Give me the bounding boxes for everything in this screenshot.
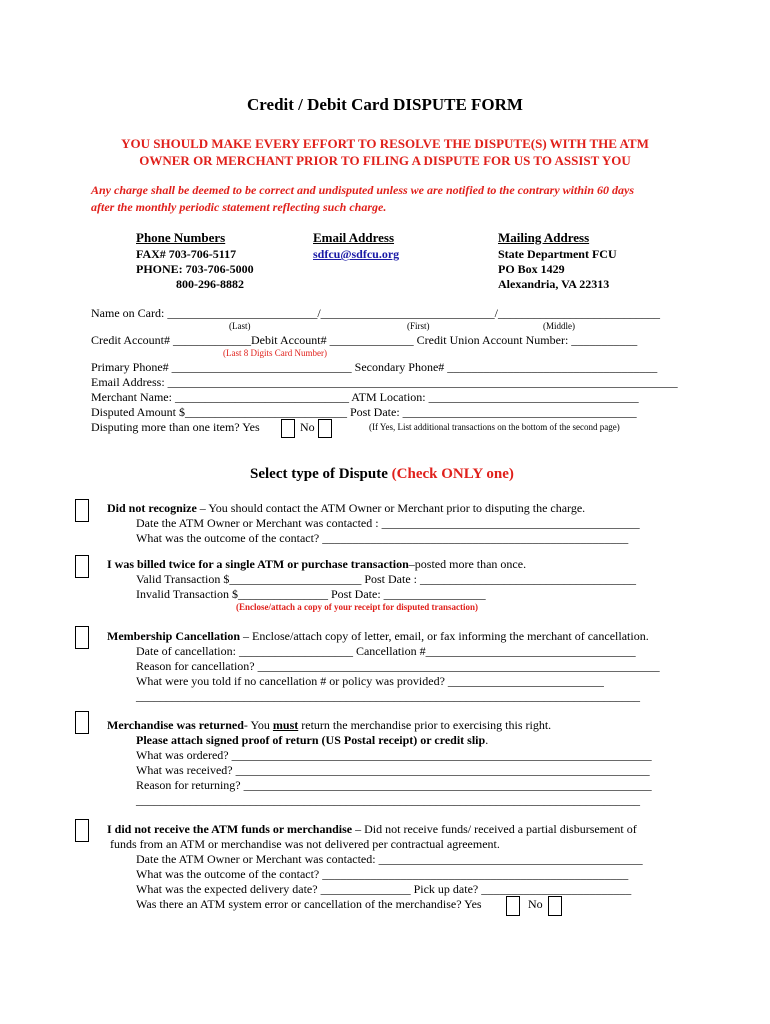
mailing-address-line-1: State Department FCU: [498, 247, 617, 261]
cancellation-date-field[interactable]: Date of cancellation: ___________________ Cancellation #___________________________________: [136, 644, 636, 658]
system-error-yes-checkbox[interactable]: [506, 896, 520, 916]
multiple-items-question: Disputing more than one item? Yes: [91, 420, 260, 434]
did-not-receive-desc-2: funds from an ATM or merchandise was not delivered per contractual agreement.: [110, 837, 500, 851]
billed-twice-title-line: [107, 557, 526, 572]
multiple-items-note: (If Yes, List additional transactions on the bottom of the second page): [369, 422, 620, 432]
first-name-caption: (First): [407, 321, 430, 331]
did-not-receive-title-line: [107, 822, 637, 837]
select-dispute-label: Select type of Dispute: [250, 466, 392, 482]
merchandise-returned-desc-1: - You: [243, 718, 273, 732]
phone-number: PHONE: 703-706-5000: [136, 262, 254, 276]
phone-number-2: 800-296-8882: [176, 277, 244, 291]
multiple-no-checkbox[interactable]: [318, 419, 332, 438]
cancellation-reason-field[interactable]: Reason for cancellation? ___________________________________________________________________: [136, 659, 660, 673]
email-field[interactable]: Email Address: _____________________________________________________________________________________: [91, 375, 678, 389]
last-8-digits-caption: (Last 8 Digits Card Number): [223, 348, 327, 358]
must-emphasis: must: [272, 718, 299, 732]
mailing-address-line-3: Alexandria, VA 22313: [498, 277, 610, 291]
did-not-recognize-title-line: [107, 501, 585, 516]
warning-line-1: YOU SHOULD MAKE EVERY EFFORT TO RESOLVE THE DISPUTE(S) WITH THE ATM: [121, 136, 649, 151]
check-only-one-label: (Check ONLY one): [391, 466, 514, 482]
cancellation-extra-line[interactable]: ____________________________________________________________________________________: [136, 689, 640, 703]
multiple-no-label: No: [300, 420, 315, 434]
billed-twice-title: I was billed twice for a single ATM or purchase transaction: [107, 557, 409, 571]
merchandise-returned-checkbox[interactable]: [75, 711, 89, 734]
notice-line-2: after the monthly periodic statement reflecting such charge.: [91, 200, 387, 214]
did-not-receive-title: I did not receive the ATM funds or merchandise: [107, 822, 353, 836]
contact-outcome-field-2[interactable]: What was the outcome of the contact? ___________________________________________________: [136, 867, 629, 881]
email-address-heading: Email Address: [313, 230, 395, 245]
merchandise-returned-desc-2: return the merchandise prior to exercising this right.: [298, 718, 552, 732]
name-on-card-field[interactable]: Name on Card: _________________________/_____________________________/___________________________: [91, 306, 660, 320]
did-not-receive-checkbox[interactable]: [75, 819, 89, 842]
phone-fields[interactable]: Primary Phone# ______________________________ Secondary Phone# ___________________________________: [91, 360, 658, 374]
page-title: Credit / Debit Card DISPUTE FORM: [247, 95, 523, 114]
what-received-field[interactable]: What was received? _____________________________________________________________________: [136, 763, 650, 777]
invalid-transaction-field[interactable]: Invalid Transaction $_______________ Post Date: _________________: [136, 587, 486, 601]
delivery-date-field[interactable]: What was the expected delivery date? _______________ Pick up date? _________________________: [136, 882, 632, 896]
membership-cancellation-checkbox[interactable]: [75, 626, 89, 649]
membership-cancellation-title: Membership Cancellation: [107, 629, 240, 643]
last-name-caption: (Last): [229, 321, 251, 331]
enclose-receipt-note: (Enclose/attach a copy of your receipt for disputed transaction): [236, 602, 478, 612]
date-contacted-field-2[interactable]: Date the ATM Owner or Merchant was contacted: ____________________________________________: [136, 852, 643, 866]
fax-number: FAX# 703-706-5117: [136, 247, 237, 261]
membership-cancellation-title-line: [107, 629, 649, 644]
billed-twice-checkbox[interactable]: [75, 555, 89, 578]
middle-name-caption: (Middle): [543, 321, 575, 331]
billed-twice-desc: –posted more than once.: [408, 557, 527, 571]
account-numbers-field[interactable]: Credit Account# _____________Debit Account# ______________ Credit Union Account Number: ___________: [91, 333, 638, 347]
cancellation-told-field[interactable]: What were you told if no cancellation # or policy was provided? __________________________: [136, 674, 604, 688]
did-not-recognize-desc: – You should contact the ATM Owner or Merchant prior to disputing the charge.: [196, 501, 586, 515]
proof-of-return-line: [136, 733, 488, 748]
membership-cancellation-desc: – Enclose/attach copy of letter, email, or fax informing the merchant of cancellation.: [240, 629, 649, 643]
mailing-address-heading: Mailing Address: [498, 230, 590, 245]
warning-line-2: OWNER OR MERCHANT PRIOR TO FILING A DISPUTE FOR US TO ASSIST YOU: [139, 153, 631, 168]
valid-transaction-field[interactable]: Valid Transaction $______________________ Post Date : ____________________________________: [136, 572, 636, 586]
did-not-receive-desc: – Did not receive funds/ received a partial disbursement of: [352, 822, 637, 836]
select-dispute-heading: [250, 466, 514, 483]
merchandise-returned-title: Merchandise was returned: [107, 718, 244, 732]
what-ordered-field[interactable]: What was ordered? ______________________________________________________________________: [136, 748, 652, 762]
mailing-address-line-2: PO Box 1429: [498, 262, 565, 276]
proof-of-return-period: .: [485, 733, 489, 747]
did-not-recognize-title: Did not recognize: [107, 501, 197, 515]
system-error-no-label: No: [528, 897, 543, 911]
system-error-no-checkbox[interactable]: [548, 896, 562, 916]
system-error-question: Was there an ATM system error or cancellation of the merchandise? Yes: [136, 897, 482, 911]
returning-extra-line[interactable]: ____________________________________________________________________________________: [136, 793, 640, 807]
merchandise-returned-title-line: [107, 718, 551, 733]
phone-numbers-heading: Phone Numbers: [136, 230, 226, 245]
date-contacted-field[interactable]: Date the ATM Owner or Merchant was contacted : ___________________________________________: [136, 516, 640, 530]
notice-line-1: Any charge shall be deemed to be correct and undisputed unless we are notified to the contrary within 60 days: [91, 183, 635, 197]
did-not-recognize-checkbox[interactable]: [75, 499, 89, 522]
multiple-yes-checkbox[interactable]: [281, 419, 295, 438]
merchant-location-fields[interactable]: Merchant Name: _____________________________ ATM Location: ___________________________________: [91, 390, 639, 404]
contact-outcome-field[interactable]: What was the outcome of the contact? ___________________________________________________: [136, 531, 629, 545]
email-link[interactable]: sdfcu@sdfcu.org: [313, 247, 400, 261]
reason-returning-field[interactable]: Reason for returning? ____________________________________________________________________: [136, 778, 652, 792]
proof-of-return-text: Please attach signed proof of return (US Postal receipt) or credit slip: [136, 733, 486, 747]
amount-post-date-fields[interactable]: Disputed Amount $___________________________ Post Date: _______________________________________: [91, 405, 637, 419]
